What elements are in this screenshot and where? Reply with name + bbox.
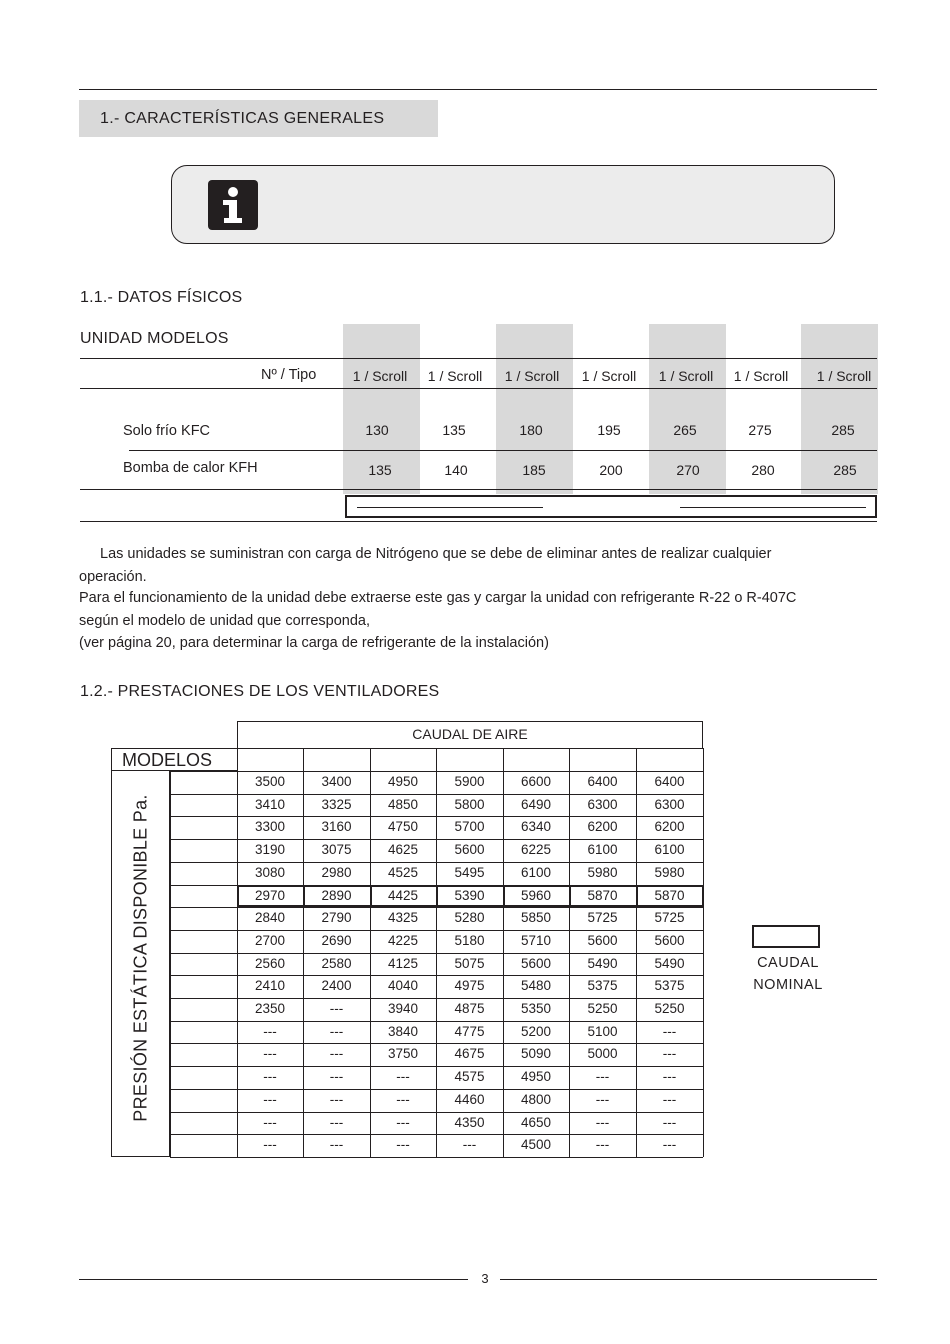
kfc-value: 135: [442, 422, 466, 438]
fan-table-cell: ---: [263, 1137, 277, 1153]
table-hline: [237, 748, 703, 749]
fan-table-cell: 5800: [454, 796, 485, 812]
physical-rule: [80, 388, 877, 389]
fan-table-cell: 2580: [321, 955, 352, 971]
fan-table-cell: 4750: [387, 819, 419, 835]
fan-table-cell: ---: [329, 1001, 344, 1016]
fan-table-cell: 5495: [454, 864, 485, 880]
fan-table-cell: 4950: [387, 774, 419, 789]
fan-table-cell: ---: [462, 1137, 477, 1153]
type-cell: 1 / Scroll: [816, 368, 872, 384]
fan-table-cell: 3325: [321, 796, 352, 812]
fan-table-cell: ---: [263, 1114, 277, 1130]
nominal-row-divider: [636, 885, 638, 908]
nominal-row-divider: [370, 885, 372, 908]
info-icon: [208, 180, 258, 230]
fan-table-cell: 5600: [654, 932, 685, 948]
fan-table-cell: 3410: [254, 796, 286, 812]
fan-table-cell: 3840: [387, 1023, 419, 1039]
fan-table-cell: ---: [396, 1137, 410, 1153]
fan-table-cell: 4425: [387, 887, 419, 903]
fan-table-cell: 5600: [454, 842, 485, 858]
pressure-label: PRESIÓN ESTÁTICA DISPONIBLE Pa.: [130, 794, 151, 1122]
physical-rule: [80, 521, 877, 522]
fan-table-cell: 4675: [454, 1046, 485, 1062]
fan-table-cell: 4975: [454, 978, 485, 994]
fan-table-cell: 5075: [454, 955, 485, 971]
kfc-value: 275: [748, 422, 772, 438]
nominal-row-divider: [569, 885, 571, 908]
fan-table-cell: 3940: [387, 1001, 419, 1016]
fan-table-cell: ---: [662, 1137, 677, 1153]
fan-table-cell: 5250: [654, 1001, 685, 1016]
fan-table-cell: 5600: [587, 932, 618, 948]
fan-table-cell: 6100: [587, 842, 618, 858]
fan-table-cell: 5490: [654, 955, 685, 971]
fan-table-cell: 5000: [587, 1046, 618, 1062]
kfh-value: 140: [444, 462, 468, 478]
fan-table-cell: ---: [595, 1114, 610, 1130]
fan-table-cell: ---: [329, 1046, 344, 1062]
fan-table-cell: 5850: [520, 910, 552, 926]
fan-table-cell: 2970: [254, 887, 286, 903]
fan-table-cell: 5100: [587, 1023, 618, 1039]
type-cell: 1 / Scroll: [504, 368, 560, 384]
fan-table-cell: 4225: [387, 932, 419, 948]
fan-table-cell: 6400: [654, 774, 685, 789]
fan-table-cell: 5375: [587, 978, 618, 994]
fan-table-cell: 6100: [654, 842, 685, 858]
fan-table-cell: 2980: [321, 864, 352, 880]
kfc-value: 265: [673, 422, 697, 438]
row-label-kfh: Bomba de calor KFH: [123, 460, 258, 476]
fan-table-cell: ---: [595, 1091, 610, 1107]
fan-table-cell: 4775: [454, 1023, 485, 1039]
kfh-value: 185: [522, 462, 546, 478]
kfc-value: 180: [519, 422, 543, 438]
kfh-value: 280: [751, 462, 775, 478]
fan-table-cell: 3190: [254, 842, 286, 858]
paragraph-line: Para el funcionamiento de la unidad debe extraerse este gas y cargar la unidad con refrigerante R-22 o R-407C: [79, 590, 797, 606]
legend-nominal: NOMINAL: [753, 977, 823, 993]
kfc-value: 130: [365, 422, 389, 438]
footer-rule-left: [79, 1279, 468, 1280]
fan-table-cell: 5375: [654, 978, 685, 994]
type-cell: 1 / Scroll: [581, 368, 637, 384]
fan-table-cell: 4325: [387, 910, 419, 926]
fan-table-cell: ---: [595, 1069, 610, 1085]
fan-table-cell: 4950: [520, 1069, 552, 1085]
physical-rule: [80, 358, 877, 359]
fan-table-cell: 3400: [321, 774, 352, 789]
type-cell: 1 / Scroll: [352, 368, 408, 384]
fan-table-cell: 4575: [454, 1069, 485, 1085]
fan-table-cell: ---: [329, 1023, 344, 1039]
fan-table-cell: ---: [662, 1114, 677, 1130]
nominal-row-divider: [303, 885, 305, 908]
models-label-box: [111, 748, 237, 771]
models-label: MODELOS: [122, 750, 213, 770]
fan-table-cell: ---: [396, 1114, 410, 1130]
info-box: [171, 165, 835, 244]
fan-table-cell: 4525: [387, 864, 419, 880]
fan-table-cell: ---: [329, 1091, 344, 1107]
fan-table-cell: 3750: [387, 1046, 419, 1062]
paragraph-line: según el modelo de unidad que corresponda,: [79, 613, 371, 629]
fan-table-cell: 5350: [520, 1001, 552, 1016]
fan-table-cell: ---: [329, 1137, 344, 1153]
nominal-row-divider: [503, 885, 505, 908]
fan-table-cell: 2560: [254, 955, 286, 971]
fan-table-cell: 4040: [387, 978, 419, 994]
fan-table-cell: 5200: [520, 1023, 552, 1039]
fan-table-cell: 5900: [454, 774, 485, 789]
fan-table-cell: ---: [263, 1023, 277, 1039]
refrigerant-bar-line: [357, 507, 543, 508]
fan-table-cell: 5600: [520, 955, 552, 971]
unit-models-label: UNIDAD MODELOS: [80, 330, 229, 347]
fan-table-cell: ---: [329, 1069, 344, 1085]
paragraph-line: (ver página 20, para determinar la carga de refrigerante de la instalación): [79, 635, 549, 651]
fan-table-cell: 6300: [654, 796, 685, 812]
fan-table-cell: 4850: [387, 796, 419, 812]
kfc-value: 195: [597, 422, 621, 438]
fan-table-cell: 4625: [387, 842, 419, 858]
fan-table-cell: 2410: [254, 978, 286, 994]
fan-table-cell: 5870: [587, 887, 618, 903]
fan-table-cell: 5960: [520, 887, 552, 903]
fan-table-cell: 5480: [520, 978, 552, 994]
type-cell: 1 / Scroll: [733, 368, 789, 384]
paragraph-line: Las unidades se suministran con carga de Nitrógeno que se debe de eliminar antes de realizar cualquier: [100, 546, 772, 562]
fan-table-cell: 5725: [587, 910, 618, 926]
fan-table-cell: 5490: [587, 955, 618, 971]
fan-table-cell: 4875: [454, 1001, 485, 1016]
legend-caudal: CAUDAL: [757, 955, 819, 971]
fan-table-cell: 5090: [520, 1046, 552, 1062]
fan-table-cell: 5980: [654, 864, 685, 880]
fan-table-cell: 5250: [587, 1001, 618, 1016]
fan-table-cell: 6300: [587, 796, 618, 812]
fan-table-cell: 6200: [654, 819, 685, 835]
fan-table-cell: 2840: [254, 910, 286, 926]
fan-table-cell: ---: [263, 1091, 277, 1107]
fan-table-cell: 5710: [520, 932, 552, 948]
top-rule: [79, 89, 877, 90]
kfh-value: 135: [368, 462, 392, 478]
fan-table-cell: 5280: [454, 910, 485, 926]
fan-table-cell: 4350: [454, 1114, 485, 1130]
fan-table-cell: 3080: [254, 864, 286, 880]
fan-table-cell: 2400: [321, 978, 352, 994]
fan-table-cell: 5870: [654, 887, 685, 903]
fan-table-cell: 3300: [254, 819, 286, 835]
physical-rule: [129, 450, 877, 451]
nominal-row-highlight: [237, 885, 704, 908]
fan-table-cell: 2790: [321, 910, 352, 926]
table-vline: [170, 771, 171, 1157]
fan-table-cell: ---: [662, 1023, 677, 1039]
fan-table-cell: 5725: [654, 910, 685, 926]
physical-rule: [80, 489, 877, 490]
fan-table-cell: 2690: [321, 932, 352, 948]
fan-table-cell: 5390: [454, 887, 485, 903]
kfh-value: 285: [833, 462, 857, 478]
caudal-header-label: CAUDAL DE AIRE: [412, 726, 528, 742]
fan-table-cell: 3160: [321, 819, 352, 835]
fan-table-cell: 6200: [587, 819, 618, 835]
paragraph-line: operación.: [79, 569, 147, 585]
fan-table-cell: 4650: [520, 1114, 552, 1130]
kfh-value: 270: [676, 462, 700, 478]
fan-table-cell: ---: [595, 1137, 610, 1153]
fan-table-cell: 5700: [454, 819, 485, 835]
page-number: 3: [481, 1271, 489, 1286]
fan-table-cell: ---: [662, 1069, 677, 1085]
table-hline: [170, 1157, 703, 1158]
fan-table-cell: 4500: [520, 1137, 552, 1153]
footer-rule-right: [500, 1279, 877, 1280]
fan-table-cell: ---: [329, 1114, 344, 1130]
fan-table-cell: ---: [662, 1046, 677, 1062]
table-vline: [703, 748, 704, 1157]
fan-table-cell: 6400: [587, 774, 618, 789]
fan-table-cell: 3500: [254, 774, 286, 789]
fan-table-cell: 6225: [520, 842, 552, 858]
fan-table-cell: 4125: [387, 955, 419, 971]
refrigerant-bar-line: [680, 507, 866, 508]
fan-table-cell: 2350: [254, 1001, 286, 1016]
fan-table-cell: ---: [263, 1046, 277, 1062]
type-label: Nº / Tipo: [261, 367, 317, 383]
fan-table-cell: 2700: [254, 932, 286, 948]
fan-table-cell: 6100: [520, 864, 552, 880]
row-label-kfc: Solo frío KFC: [123, 423, 211, 439]
fan-table-cell: 5980: [587, 864, 618, 880]
fan-table-cell: 6340: [520, 819, 552, 835]
nominal-row-divider: [436, 885, 438, 908]
fan-table-cell: ---: [396, 1069, 410, 1085]
section-title: 1.- CARACTERÍSTICAS GENERALES: [79, 100, 438, 137]
fan-table-cell: ---: [662, 1091, 677, 1107]
kfc-value: 285: [831, 422, 855, 438]
fan-table-cell: 4800: [520, 1091, 552, 1107]
type-cell: 1 / Scroll: [658, 368, 714, 384]
fan-table-cell: 5180: [454, 932, 485, 948]
caudal-header: [237, 721, 703, 748]
type-cell: 1 / Scroll: [427, 368, 483, 384]
fan-table-cell: 6490: [520, 796, 552, 812]
physical-title: 1.1.- DATOS FÍSICOS: [80, 289, 243, 306]
fan-table-cell: ---: [263, 1069, 277, 1085]
fan-table-cell: 3075: [321, 842, 352, 858]
kfh-value: 200: [599, 462, 623, 478]
fan-table-cell: 6600: [520, 774, 552, 789]
fan-table-cell: ---: [396, 1091, 410, 1107]
fan-table-cell: 4460: [454, 1091, 485, 1107]
nominal-legend-box: [752, 925, 820, 948]
fan-table-cell: 2890: [321, 887, 352, 903]
fans-title: 1.2.- PRESTACIONES DE LOS VENTILADORES: [80, 683, 440, 700]
